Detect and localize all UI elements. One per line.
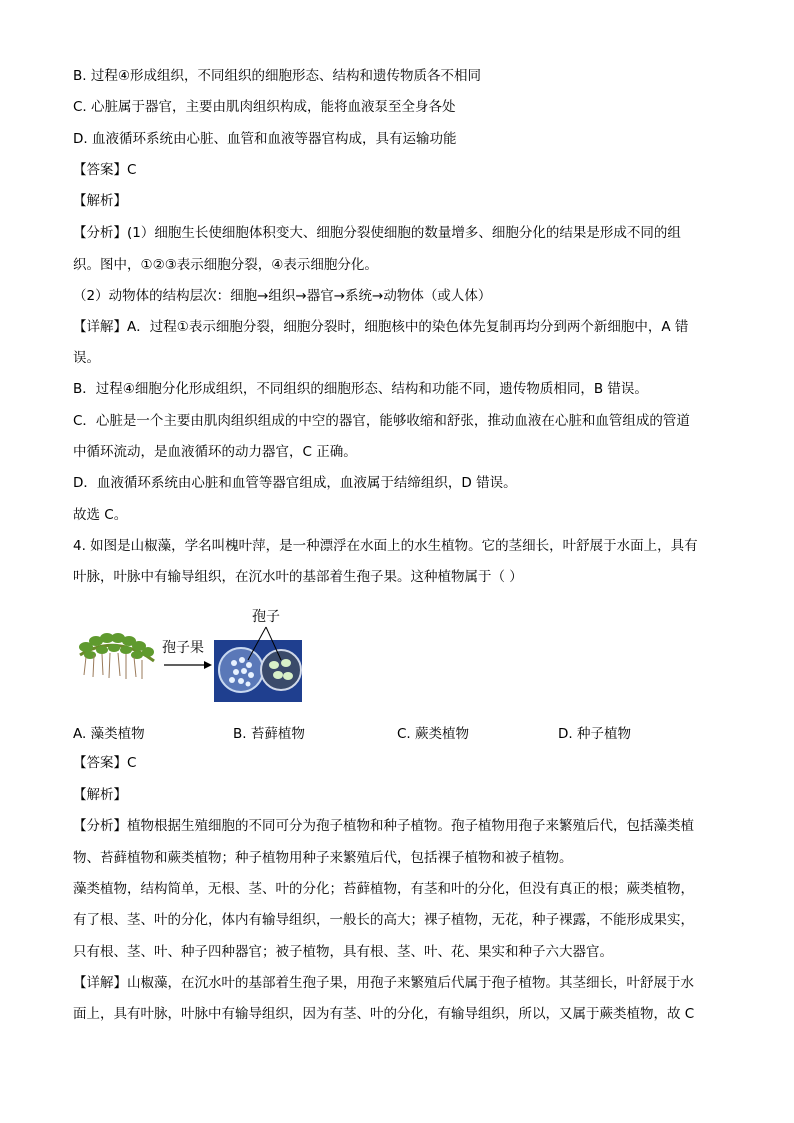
salvinia-figure	[76, 605, 316, 705]
plant-icon	[79, 633, 154, 679]
option-d-line: D. 血液循环系统由心脏、血管和血液等器官构成，具有运输功能	[73, 131, 457, 147]
analysis-text: 只有根、茎、叶、种子四种器官；被子植物，具有根、茎、叶、花、果实和种子六大器官。	[73, 944, 613, 960]
detail-text: 【详解】山椒藻，在沉水叶的基部着生孢子果，用孢子来繁殖后代属于孢子植物。其茎细长，叶舒展于水	[73, 975, 694, 991]
answer-options	[73, 722, 733, 742]
arrow-icon	[164, 661, 212, 669]
answer-line: 【答案】C	[73, 755, 137, 771]
analysis-text: 藻类植物，结构简单，无根、茎、叶的分化；苔藓植物，有茎和叶的分化，但没有真正的根；蕨类植物，	[73, 881, 694, 897]
analysis-text: 【分析】(1）细胞生长使细胞体积变大、细胞分裂使细胞的数量增多、细胞分化的结果是形成不同的组	[73, 225, 681, 241]
spore-label: 孢子	[252, 609, 280, 625]
analysis-text: 物、苔藓植物和蕨类植物；种子植物用种子来繁殖后代，包括裸子植物和被子植物。	[73, 850, 573, 866]
analysis-text: 织。图中，①②③表示细胞分裂，④表示细胞分化。	[73, 257, 378, 273]
analysis-text: （2）动物体的结构层次：细胞→组织→器官→系统→动物体（或人体）	[73, 288, 492, 304]
detail-text: 面上，具有叶脉，叶脉中有输导组织，因为有茎、叶的分化，有输导组织，所以，又属于蕨类植物，故 C	[73, 1006, 695, 1022]
analysis-heading: 【解析】	[73, 193, 127, 209]
analysis-text: 【分析】植物根据生殖细胞的不同可分为孢子植物和种子植物。孢子植物用孢子来繁殖后代，包括藻类植	[73, 818, 694, 834]
question-stem: 4. 如图是山椒藻，学名叫槐叶萍，是一种漂浮在水面上的水生植物。它的茎细长，叶舒展于水面上，具有	[73, 538, 698, 554]
conclusion-text: 故选 C。	[73, 507, 128, 523]
detail-text: 误。	[73, 350, 100, 366]
option-b: B. 苔藓植物	[233, 726, 305, 742]
detail-text: D．血液循环系统由心脏和血管等器官组成，血液属于结缔组织，D 错误。	[73, 475, 517, 491]
detail-text: B．过程④细胞分化形成组织，不同组织的细胞形态、结构和功能不同，遗传物质相同，B 错误。	[73, 381, 648, 397]
sporocarp-label: 孢子果	[162, 640, 204, 656]
analysis-text: 有了根、茎、叶的分化，体内有输导组织，一般长的高大；裸子植物，无花，种子裸露，不能形成果实，	[73, 912, 694, 928]
detail-text: C．心脏是一个主要由肌肉组织组成的中空的器官，能够收缩和舒张，推动血液在心脏和血管组成的管道	[73, 413, 690, 429]
option-d: D. 种子植物	[558, 726, 631, 742]
option-a: A. 藻类植物	[73, 726, 145, 742]
detail-text: 中循环流动，是血液循环的动力器官，C 正确。	[73, 444, 357, 460]
analysis-heading: 【解析】	[73, 787, 127, 803]
answer-line: 【答案】C	[73, 162, 137, 178]
option-c-line: C. 心脏属于器官，主要由肌肉组织构成，能将血液泵至全身各处	[73, 99, 456, 115]
option-b-line: B. 过程④形成组织，不同组织的细胞形态、结构和遗传物质各不相同	[73, 68, 481, 84]
detail-text: 【详解】A．过程①表示细胞分裂，细胞分裂时，细胞核中的染色体先复制再均分到两个新细胞中，A 错	[73, 319, 689, 335]
option-c: C. 蕨类植物	[397, 726, 470, 742]
question-stem: 叶脉，叶脉中有输导组织，在沉水叶的基部着生孢子果。这种植物属于（ ）	[73, 569, 523, 585]
